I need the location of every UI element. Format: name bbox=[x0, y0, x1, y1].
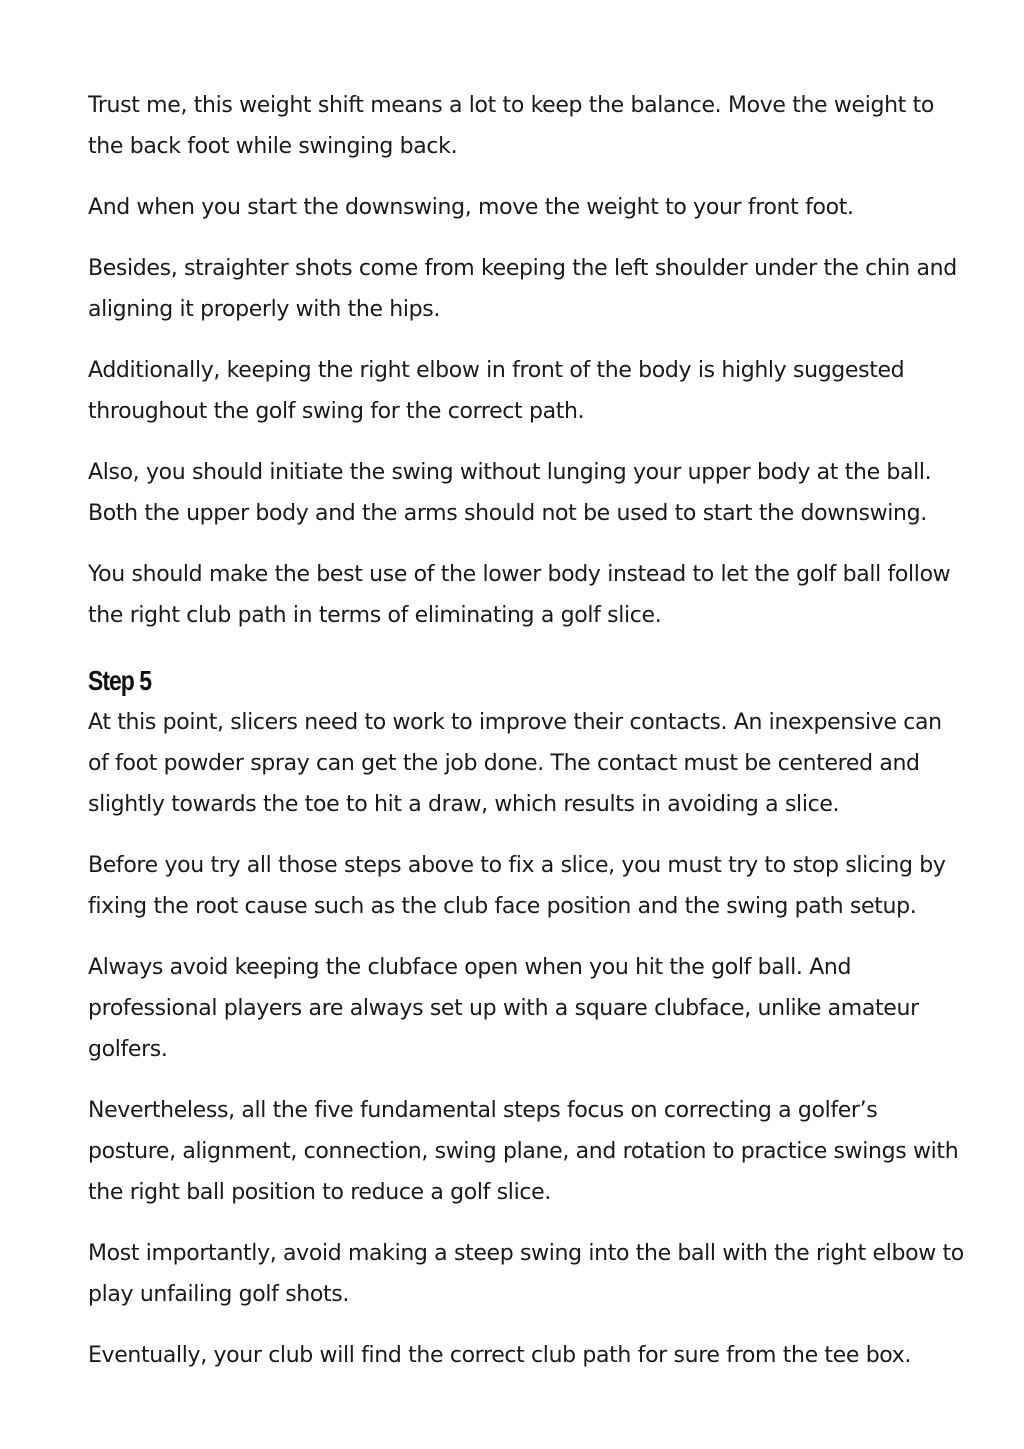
paragraph-initiate-swing: Also, you should initiate the swing without lunging your upper body at the ball. Both the upper body and the arms should not be used to start the downswing. bbox=[88, 460, 932, 526]
paragraph-fundamental-steps: Nevertheless, all the five fundamental steps focus on correcting a golfer’s posture, alignment, connection, swing plane, and rotation to practice swings with the right ball position to reduce a golf slice. bbox=[88, 1098, 959, 1205]
paragraph-downswing-weight: And when you start the downswing, move the weight to your front foot. bbox=[88, 195, 854, 220]
paragraph-steep-swing: Most importantly, avoid making a steep swing into the ball with the right elbow to play unfailing golf shots. bbox=[88, 1241, 964, 1307]
paragraph-lower-body: You should make the best use of the lower body instead to let the golf ball follow the right club path in terms of eliminating a golf slice. bbox=[88, 562, 951, 628]
paragraph-clubface: Always avoid keeping the clubface open when you hit the golf ball. And professional players are always set up with a square clubface, unlike amateur golfers. bbox=[88, 955, 919, 1062]
section-heading-step-5: Step 5 bbox=[88, 665, 151, 696]
paragraph-weight-shift: Trust me, this weight shift means a lot to keep the balance. Move the weight to the back foot while swinging back. bbox=[88, 93, 934, 159]
paragraph-tee-box: Eventually, your club will find the correct club path for sure from the tee box. bbox=[88, 1343, 912, 1368]
article-body bbox=[88, 85, 968, 1396]
paragraph-right-elbow: Additionally, keeping the right elbow in front of the body is highly suggested throughout the golf swing for the correct path. bbox=[88, 358, 905, 424]
paragraph-root-cause: Before you try all those steps above to fix a slice, you must try to stop slicing by fixing the root cause such as the club face position and the swing path setup. bbox=[88, 853, 946, 919]
paragraph-contacts: At this point, slicers need to work to improve their contacts. An inexpensive can of foot powder spray can get the job done. The contact must be centered and slightly towards the toe to hit a draw, which results in avoiding a slice. bbox=[88, 710, 942, 817]
paragraph-left-shoulder: Besides, straighter shots come from keeping the left shoulder under the chin and aligning it properly with the hips. bbox=[88, 256, 957, 322]
